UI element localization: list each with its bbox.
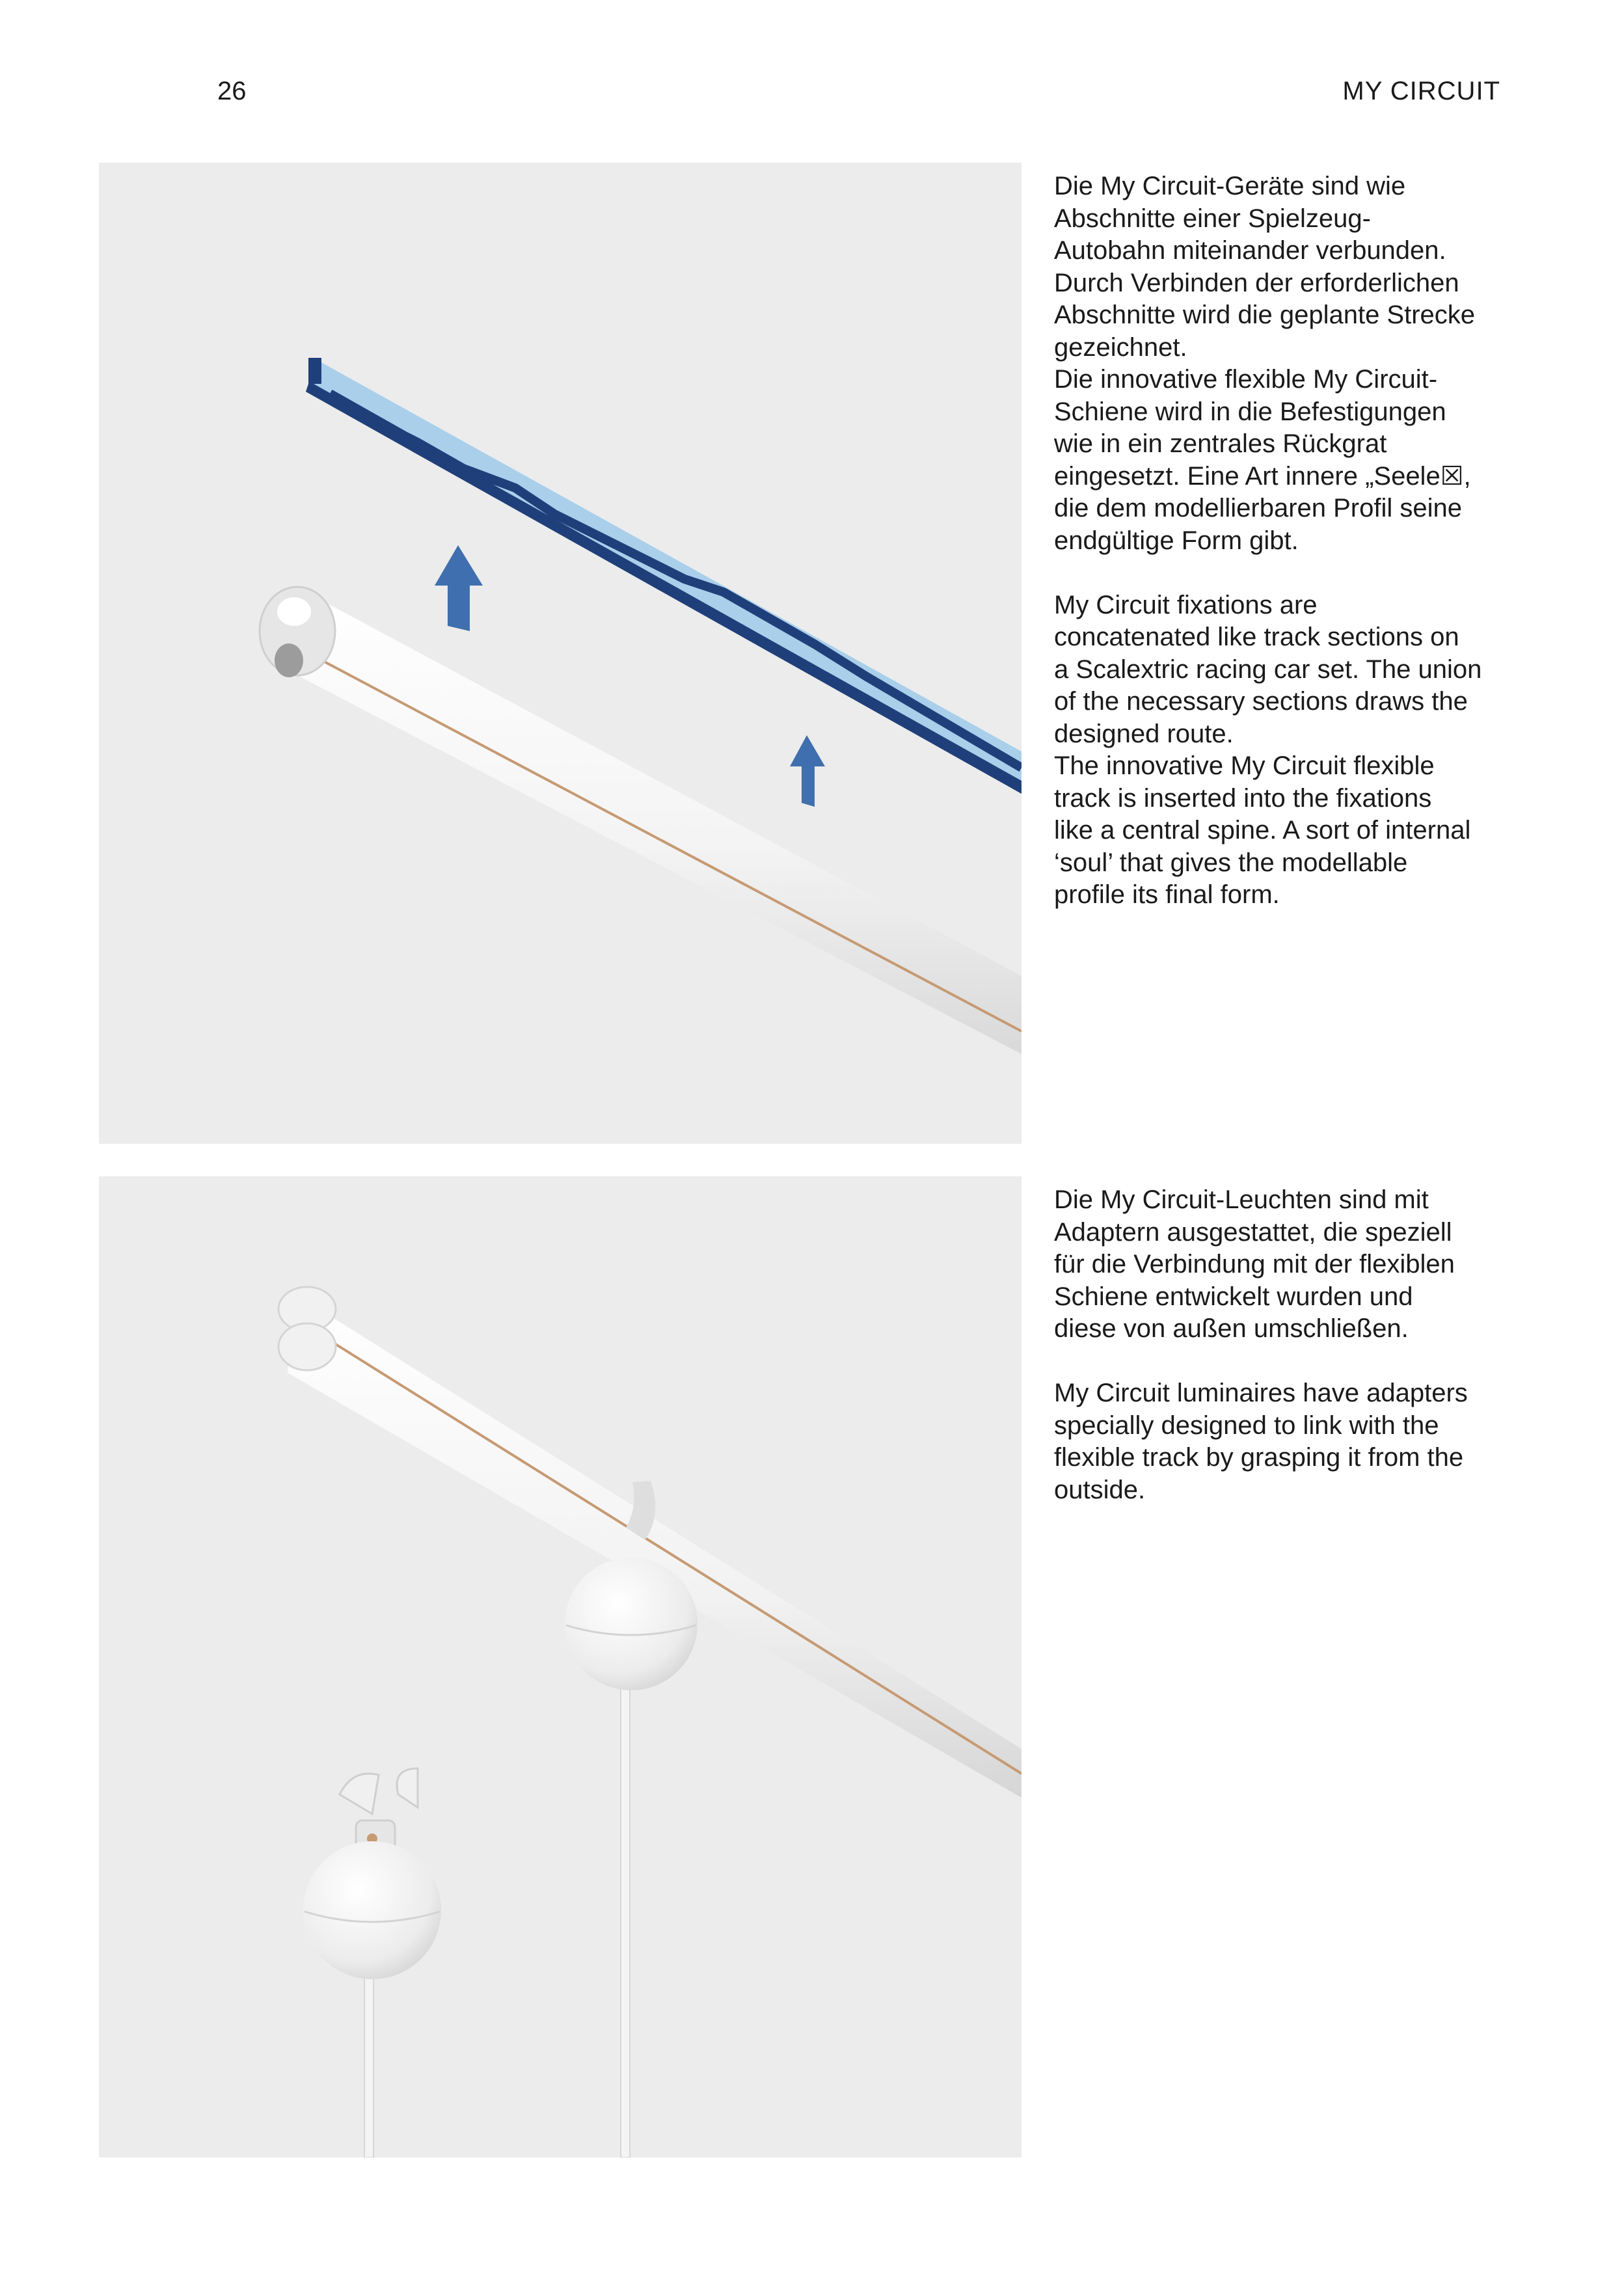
- figure-track-insertion: [99, 163, 1022, 1144]
- insertion-arrow-icon: [790, 735, 825, 807]
- paragraph-english: My Circuit fixations are concatenated like track sections on a Scalextric racing car set. The union of the necessary sections draws the designed route. The innovative My Circuit flexible track is inserted into the fixations like a central spine. A sort of internal ‘soul’ that gives the modellable profile its final form.: [1054, 590, 1482, 909]
- figure-luminaire-adapters: [99, 1176, 1022, 2157]
- luminaire-adapters-svg: [99, 1176, 1022, 2157]
- luminaire-on-track: [565, 1481, 697, 2157]
- insertion-arrow-icon: [435, 545, 483, 631]
- header-title: MY CIRCUIT: [1342, 77, 1500, 105]
- text-block-luminaires: [1054, 1184, 1509, 1506]
- modellable-profile: [260, 586, 1022, 1054]
- track-insertion-svg: [99, 163, 1022, 1144]
- paragraph-english: My Circuit luminaires have adapters specially designed to link with the flexible track by grasping it from the outside.: [1054, 1379, 1468, 1504]
- text-block-fixations: [1054, 170, 1509, 912]
- page-number: 26: [217, 77, 247, 105]
- paragraph-german: Die My Circuit-Geräte sind wie Abschnitte einer Spielzeug- Autobahn miteinander verbunden. Durch Verbinden der erforderlichen Abschnitte wird die geplante Strecke gezeichnet. Die innovative flexible My Circuit- Schiene wird in die Befestigungen wie in ein zentrales Rückgrat eingesetzt. Eine Art innere „Seele☒, die dem modellierbaren Profil seine endgültige Form gibt.: [1054, 172, 1476, 555]
- luminaire-with-adapter: [303, 1768, 441, 2157]
- modellable-profile: [278, 1287, 1022, 1798]
- paragraph-german: Die My Circuit-Leuchten sind mit Adaptern ausgestattet, die speziell für die Verbindung mit der flexiblen Schiene entwickelt wurden und diese von außen umschließen.: [1054, 1185, 1455, 1343]
